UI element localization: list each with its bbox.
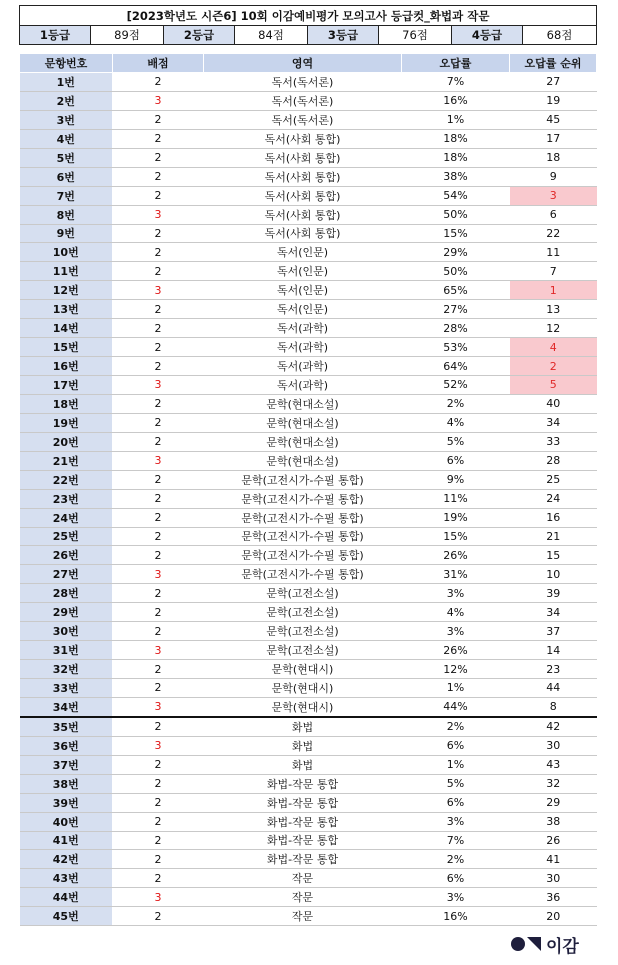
error-rate-value: 5% xyxy=(402,432,510,451)
points-value: 3 xyxy=(113,91,204,110)
question-number: 8번 xyxy=(20,205,113,224)
error-rank-value: 30 xyxy=(510,869,597,888)
error-rate-value: 2% xyxy=(402,717,510,736)
grade-label: 1등급 xyxy=(20,26,91,45)
table-row xyxy=(20,679,597,698)
error-rate-value: 9% xyxy=(402,470,510,489)
error-rank-value: 37 xyxy=(510,622,597,641)
error-rank-value: 34 xyxy=(510,603,597,622)
grade-score: 89점 xyxy=(91,26,164,45)
question-number: 39번 xyxy=(20,793,113,812)
area-value: 문학(현대시) xyxy=(204,697,402,716)
points-value: 2 xyxy=(113,167,204,186)
brand-logo xyxy=(511,933,596,955)
area-value: 독서(인문) xyxy=(204,262,402,281)
error-rank-value: 24 xyxy=(510,489,597,508)
area-value: 독서(독서론) xyxy=(204,91,402,110)
error-rate-value: 6% xyxy=(402,793,510,812)
question-number: 1번 xyxy=(20,73,113,92)
error-rank-value: 2 xyxy=(510,357,597,376)
points-value: 2 xyxy=(113,110,204,129)
area-value: 화법-작문 통합 xyxy=(204,831,402,850)
points-value: 2 xyxy=(113,186,204,205)
table-row xyxy=(20,91,597,110)
error-rank-value: 12 xyxy=(510,319,597,338)
error-rank-value: 22 xyxy=(510,224,597,243)
error-rate-value: 2% xyxy=(402,394,510,413)
points-value: 2 xyxy=(113,850,204,869)
points-value: 3 xyxy=(113,641,204,660)
error-rank-value: 39 xyxy=(510,584,597,603)
error-rank-value: 40 xyxy=(510,394,597,413)
error-rank-value: 4 xyxy=(510,338,597,357)
error-rate-value: 26% xyxy=(402,546,510,565)
error-rank-value: 21 xyxy=(510,527,597,546)
error-rate-value: 6% xyxy=(402,869,510,888)
points-value: 2 xyxy=(113,489,204,508)
table-row xyxy=(20,546,597,565)
page-title: [2023학년도 시즌6] 10회 이감예비평가 모의고사 등급컷_화법과 작문 xyxy=(20,6,597,26)
points-value: 2 xyxy=(113,584,204,603)
question-number: 29번 xyxy=(20,603,113,622)
table-row xyxy=(20,850,597,869)
error-rank-value: 16 xyxy=(510,508,597,527)
points-value: 2 xyxy=(113,869,204,888)
points-value: 2 xyxy=(113,831,204,850)
points-value: 2 xyxy=(113,812,204,831)
points-value: 2 xyxy=(113,527,204,546)
area-value: 독서(사회 통합) xyxy=(204,205,402,224)
area-value: 독서(독서론) xyxy=(204,110,402,129)
error-rate-value: 18% xyxy=(402,148,510,167)
points-value: 2 xyxy=(113,622,204,641)
error-rate-value: 16% xyxy=(402,91,510,110)
points-value: 2 xyxy=(113,755,204,774)
error-rate-value: 2% xyxy=(402,850,510,869)
question-number: 25번 xyxy=(20,527,113,546)
points-value: 3 xyxy=(113,565,204,584)
question-number: 4번 xyxy=(20,129,113,148)
points-value: 2 xyxy=(113,793,204,812)
area-value: 문학(고전소설) xyxy=(204,641,402,660)
table-row xyxy=(20,907,597,926)
question-number: 42번 xyxy=(20,850,113,869)
error-rank-value: 45 xyxy=(510,110,597,129)
points-value: 2 xyxy=(113,129,204,148)
area-value: 문학(고전시가-수필 통합) xyxy=(204,508,402,527)
question-number: 43번 xyxy=(20,869,113,888)
brand-name: 이감 xyxy=(546,936,579,957)
error-rank-value: 15 xyxy=(510,546,597,565)
area-value: 작문 xyxy=(204,888,402,907)
points-value: 2 xyxy=(113,470,204,489)
area-value: 문학(현대시) xyxy=(204,679,402,698)
table-row xyxy=(20,527,597,546)
question-number: 32번 xyxy=(20,660,113,679)
error-rate-value: 3% xyxy=(402,584,510,603)
error-rank-value: 8 xyxy=(510,697,597,716)
table-row xyxy=(20,357,597,376)
error-rate-value: 11% xyxy=(402,489,510,508)
area-value: 독서(과학) xyxy=(204,357,402,376)
area-value: 문학(고전시가-수필 통합) xyxy=(204,527,402,546)
error-rank-value: 29 xyxy=(510,793,597,812)
error-rate-value: 7% xyxy=(402,73,510,92)
question-number: 31번 xyxy=(20,641,113,660)
question-number: 11번 xyxy=(20,262,113,281)
area-value: 독서(과학) xyxy=(204,376,402,395)
points-value: 2 xyxy=(113,262,204,281)
question-number: 2번 xyxy=(20,91,113,110)
error-rate-value: 15% xyxy=(402,527,510,546)
error-rank-value: 36 xyxy=(510,888,597,907)
table-row xyxy=(20,584,597,603)
points-value: 2 xyxy=(113,717,204,736)
table-row xyxy=(20,413,597,432)
error-rank-value: 41 xyxy=(510,850,597,869)
question-number: 33번 xyxy=(20,679,113,698)
table-row xyxy=(20,489,597,508)
question-number: 36번 xyxy=(20,736,113,755)
error-rate-value: 19% xyxy=(402,508,510,527)
question-number: 13번 xyxy=(20,300,113,319)
table-row xyxy=(20,148,597,167)
area-value: 독서(사회 통합) xyxy=(204,129,402,148)
error-rank-value: 19 xyxy=(510,91,597,110)
area-value: 독서(사회 통합) xyxy=(204,186,402,205)
area-value: 문학(고전시가-수필 통합) xyxy=(204,489,402,508)
area-value: 문학(고전시가-수필 통합) xyxy=(204,546,402,565)
error-rate-value: 3% xyxy=(402,812,510,831)
error-rank-value: 33 xyxy=(510,432,597,451)
area-value: 문학(현대소설) xyxy=(204,451,402,470)
question-number: 23번 xyxy=(20,489,113,508)
question-number: 27번 xyxy=(20,565,113,584)
points-value: 2 xyxy=(113,679,204,698)
table-row xyxy=(20,319,597,338)
error-rank-value: 3 xyxy=(510,186,597,205)
grade-label: 2등급 xyxy=(164,26,235,45)
question-number: 16번 xyxy=(20,357,113,376)
area-value: 문학(고전소설) xyxy=(204,622,402,641)
column-header-error-rate: 오답률 xyxy=(402,54,510,73)
error-rank-value: 11 xyxy=(510,243,597,262)
area-value: 독서(인문) xyxy=(204,243,402,262)
error-rank-value: 9 xyxy=(510,167,597,186)
points-value: 2 xyxy=(113,603,204,622)
points-value: 2 xyxy=(113,907,204,926)
points-value: 3 xyxy=(113,205,204,224)
table-row xyxy=(20,565,597,584)
error-rank-value: 23 xyxy=(510,660,597,679)
error-rank-value: 32 xyxy=(510,774,597,793)
grade-score: 76점 xyxy=(379,26,452,45)
question-number: 3번 xyxy=(20,110,113,129)
area-value: 문학(현대시) xyxy=(204,660,402,679)
question-number: 6번 xyxy=(20,167,113,186)
question-number: 24번 xyxy=(20,508,113,527)
question-number: 37번 xyxy=(20,755,113,774)
error-rank-value: 30 xyxy=(510,736,597,755)
error-rate-value: 3% xyxy=(402,888,510,907)
area-value: 화법-작문 통합 xyxy=(204,812,402,831)
error-rank-value: 20 xyxy=(510,907,597,926)
points-value: 3 xyxy=(113,376,204,395)
question-number: 40번 xyxy=(20,812,113,831)
error-rank-value: 7 xyxy=(510,262,597,281)
points-value: 2 xyxy=(113,73,204,92)
area-value: 독서(사회 통합) xyxy=(204,224,402,243)
points-value: 2 xyxy=(113,338,204,357)
table-row xyxy=(20,888,597,907)
points-value: 3 xyxy=(113,697,204,716)
error-rate-value: 52% xyxy=(402,376,510,395)
table-row xyxy=(20,603,597,622)
error-rate-value: 1% xyxy=(402,679,510,698)
error-rank-value: 10 xyxy=(510,565,597,584)
table-row xyxy=(20,129,597,148)
question-number: 44번 xyxy=(20,888,113,907)
error-rate-value: 4% xyxy=(402,603,510,622)
area-value: 문학(고전시가-수필 통합) xyxy=(204,470,402,489)
error-rate-value: 1% xyxy=(402,755,510,774)
area-value: 작문 xyxy=(204,869,402,888)
table-row xyxy=(20,338,597,357)
error-rank-value: 18 xyxy=(510,148,597,167)
table-row xyxy=(20,660,597,679)
points-value: 2 xyxy=(113,660,204,679)
table-row xyxy=(20,774,597,793)
error-rate-value: 53% xyxy=(402,338,510,357)
igam-logo-icon xyxy=(511,937,525,951)
error-rate-value: 28% xyxy=(402,319,510,338)
points-value: 2 xyxy=(113,413,204,432)
error-rank-value: 13 xyxy=(510,300,597,319)
error-rate-value: 7% xyxy=(402,831,510,850)
table-row xyxy=(20,470,597,489)
error-rate-value: 18% xyxy=(402,129,510,148)
area-value: 화법-작문 통합 xyxy=(204,793,402,812)
error-rank-value: 42 xyxy=(510,717,597,736)
error-rate-value: 3% xyxy=(402,622,510,641)
question-number: 15번 xyxy=(20,338,113,357)
error-rank-value: 14 xyxy=(510,641,597,660)
column-header-area: 영역 xyxy=(204,54,402,73)
table-row xyxy=(20,262,597,281)
question-number: 38번 xyxy=(20,774,113,793)
points-value: 2 xyxy=(113,243,204,262)
question-number: 35번 xyxy=(20,717,113,736)
table-row xyxy=(20,717,597,736)
table-row xyxy=(20,394,597,413)
table-row xyxy=(20,451,597,470)
area-value: 문학(현대소설) xyxy=(204,432,402,451)
error-rate-value: 65% xyxy=(402,281,510,300)
question-number: 5번 xyxy=(20,148,113,167)
table-row xyxy=(20,300,597,319)
points-value: 3 xyxy=(113,281,204,300)
error-rate-value: 4% xyxy=(402,413,510,432)
points-value: 3 xyxy=(113,888,204,907)
points-value: 2 xyxy=(113,432,204,451)
table-row xyxy=(20,205,597,224)
error-rate-value: 5% xyxy=(402,774,510,793)
error-rate-value: 44% xyxy=(402,697,510,716)
points-value: 3 xyxy=(113,736,204,755)
points-value: 2 xyxy=(113,300,204,319)
area-value: 독서(독서론) xyxy=(204,73,402,92)
points-value: 2 xyxy=(113,319,204,338)
area-value: 작문 xyxy=(204,907,402,926)
question-number: 14번 xyxy=(20,319,113,338)
points-value: 3 xyxy=(113,451,204,470)
points-value: 2 xyxy=(113,394,204,413)
table-row xyxy=(20,736,597,755)
points-value: 2 xyxy=(113,224,204,243)
error-rate-value: 12% xyxy=(402,660,510,679)
area-value: 문학(고전소설) xyxy=(204,603,402,622)
question-number: 7번 xyxy=(20,186,113,205)
table-row xyxy=(20,812,597,831)
question-number: 19번 xyxy=(20,413,113,432)
column-header-error-rank: 오답률 순위 xyxy=(510,54,597,73)
area-value: 문학(현대소설) xyxy=(204,413,402,432)
error-rate-value: 16% xyxy=(402,907,510,926)
question-number: 20번 xyxy=(20,432,113,451)
error-rank-value: 25 xyxy=(510,470,597,489)
question-number: 12번 xyxy=(20,281,113,300)
error-rank-value: 44 xyxy=(510,679,597,698)
error-rate-value: 38% xyxy=(402,167,510,186)
error-rate-value: 15% xyxy=(402,224,510,243)
table-row xyxy=(20,281,597,300)
error-rank-value: 28 xyxy=(510,451,597,470)
grade-score: 68점 xyxy=(523,26,597,45)
grade-label: 3등급 xyxy=(308,26,379,45)
table-row xyxy=(20,73,597,92)
error-rank-value: 17 xyxy=(510,129,597,148)
points-value: 2 xyxy=(113,774,204,793)
table-row xyxy=(20,186,597,205)
error-rank-value: 26 xyxy=(510,831,597,850)
table-row xyxy=(20,110,597,129)
table-row xyxy=(20,793,597,812)
question-number: 17번 xyxy=(20,376,113,395)
area-value: 문학(현대소설) xyxy=(204,394,402,413)
area-value: 화법 xyxy=(204,755,402,774)
grade-cut-header xyxy=(19,5,597,45)
area-value: 화법-작문 통합 xyxy=(204,850,402,869)
error-rank-value: 5 xyxy=(510,376,597,395)
question-number: 28번 xyxy=(20,584,113,603)
question-number: 26번 xyxy=(20,546,113,565)
question-number: 30번 xyxy=(20,622,113,641)
question-number: 21번 xyxy=(20,451,113,470)
area-value: 화법 xyxy=(204,736,402,755)
question-number: 10번 xyxy=(20,243,113,262)
points-value: 2 xyxy=(113,546,204,565)
area-value: 독서(과학) xyxy=(204,319,402,338)
table-header-row xyxy=(20,54,597,73)
error-rank-value: 34 xyxy=(510,413,597,432)
error-rank-value: 27 xyxy=(510,73,597,92)
column-header-question: 문항번호 xyxy=(20,54,113,73)
points-value: 2 xyxy=(113,357,204,376)
area-value: 독서(인문) xyxy=(204,300,402,319)
grade-cut-row xyxy=(20,26,597,45)
points-value: 2 xyxy=(113,148,204,167)
error-rate-value: 1% xyxy=(402,110,510,129)
points-value: 2 xyxy=(113,508,204,527)
grade-score: 84점 xyxy=(235,26,308,45)
error-rate-value: 50% xyxy=(402,262,510,281)
error-rate-value: 27% xyxy=(402,300,510,319)
error-rank-value: 38 xyxy=(510,812,597,831)
error-rank-value: 6 xyxy=(510,205,597,224)
error-rate-value: 29% xyxy=(402,243,510,262)
column-header-points: 배점 xyxy=(113,54,204,73)
table-row xyxy=(20,376,597,395)
grade-label: 4등급 xyxy=(452,26,523,45)
area-value: 독서(사회 통합) xyxy=(204,148,402,167)
area-value: 화법-작문 통합 xyxy=(204,774,402,793)
table-row xyxy=(20,869,597,888)
error-rate-value: 6% xyxy=(402,736,510,755)
error-rate-value: 64% xyxy=(402,357,510,376)
area-value: 독서(인문) xyxy=(204,281,402,300)
question-number: 22번 xyxy=(20,470,113,489)
question-number: 45번 xyxy=(20,907,113,926)
table-row xyxy=(20,167,597,186)
question-stats-table xyxy=(19,53,597,926)
area-value: 문학(고전시가-수필 통합) xyxy=(204,565,402,584)
table-row xyxy=(20,641,597,660)
question-number: 9번 xyxy=(20,224,113,243)
area-value: 문학(고전소설) xyxy=(204,584,402,603)
table-row xyxy=(20,224,597,243)
error-rate-value: 6% xyxy=(402,451,510,470)
error-rate-value: 50% xyxy=(402,205,510,224)
question-number: 18번 xyxy=(20,394,113,413)
table-row xyxy=(20,508,597,527)
table-row xyxy=(20,432,597,451)
table-row xyxy=(20,622,597,641)
area-value: 화법 xyxy=(204,717,402,736)
error-rank-value: 43 xyxy=(510,755,597,774)
table-row xyxy=(20,755,597,774)
error-rate-value: 26% xyxy=(402,641,510,660)
question-number: 41번 xyxy=(20,831,113,850)
question-number: 34번 xyxy=(20,697,113,716)
area-value: 독서(과학) xyxy=(204,338,402,357)
error-rate-value: 54% xyxy=(402,186,510,205)
error-rate-value: 31% xyxy=(402,565,510,584)
area-value: 독서(사회 통합) xyxy=(204,167,402,186)
table-row xyxy=(20,243,597,262)
table-row xyxy=(20,831,597,850)
table-row xyxy=(20,697,597,716)
error-rank-value: 1 xyxy=(510,281,597,300)
igam-logo-icon xyxy=(527,937,541,951)
